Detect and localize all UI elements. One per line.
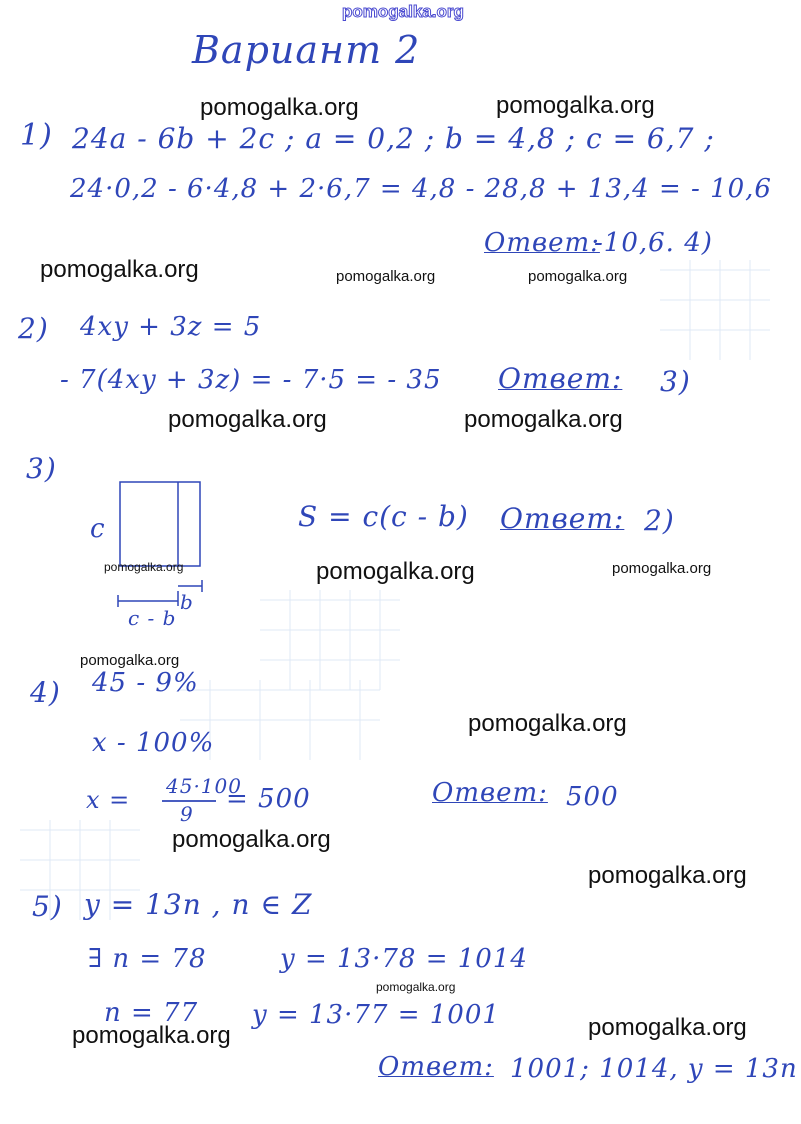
watermark: pomogalka.org [612, 560, 712, 577]
task4-line1: 45 - 9% [92, 668, 199, 698]
fraction-denominator: 9 [180, 802, 194, 826]
page-title: Вариант 2 [192, 28, 421, 72]
task5-answer-label: Ответ: [378, 1052, 494, 1082]
task4-number: 4) [30, 676, 61, 709]
task4-result: = 500 [226, 784, 311, 814]
task2-answer: 3) [660, 365, 691, 398]
task3-answer: 2) [644, 504, 675, 537]
task5-calc2: y = 13·77 = 1001 [252, 1000, 500, 1030]
task2-expression: 4xy + 3z = 5 [80, 312, 262, 342]
segment-b-label: b [180, 590, 194, 614]
task4-answer: 500 [566, 782, 619, 812]
watermark: pomogalka.org [72, 1022, 231, 1049]
task5-number: 5) [32, 890, 63, 923]
task1-calculation: 24·0,2 - 6·4,8 + 2·6,7 = 4,8 - 28,8 + 13,4 = - 10,6 [70, 174, 772, 204]
task4-line2: x - 100% [92, 728, 215, 758]
watermark: pomogalka.org [468, 710, 627, 737]
watermark: pomogalka.org [588, 862, 747, 889]
watermark: pomogalka.org [528, 268, 628, 285]
task5-calc1: y = 13·78 = 1014 [280, 944, 528, 974]
watermark: pomogalka.org [40, 256, 199, 283]
task5-line1: y = 13n , n ∈ Z [84, 888, 313, 921]
watermark: pomogalka.org [80, 652, 180, 669]
fraction-numerator: 45·100 [166, 774, 242, 798]
segment-c-minus-b-label: c - b [128, 606, 177, 630]
watermark: pomogalka.org [104, 560, 184, 574]
task1-expression: 24a - 6b + 2c ; a = 0,2 ; b = 4,8 ; c = 6,7 ; [72, 122, 715, 155]
task2-answer-label: Ответ: [498, 362, 623, 395]
task1-number: 1) [20, 118, 53, 153]
side-c-label: c [90, 514, 106, 544]
task4-answer-label: Ответ: [432, 778, 548, 808]
task1-answer: -10,6. 4) [594, 228, 713, 258]
task3-answer-label: Ответ: [500, 502, 625, 535]
task3-number: 3) [26, 452, 57, 485]
task5-answer: 1001; 1014, y = 13n [510, 1054, 798, 1084]
watermark: pomogalka.org [336, 268, 436, 285]
task2-number: 2) [18, 312, 49, 345]
watermark: pomogalka.org [200, 94, 359, 121]
watermark: pomogalka.org [376, 980, 456, 994]
watermark: pomogalka.org [588, 1014, 747, 1041]
rectangle-figure [110, 476, 220, 626]
task2-calculation: - 7(4xy + 3z) = - 7·5 = - 35 [60, 365, 442, 395]
watermark: pomogalka.org [464, 406, 623, 433]
watermark: pomogalka.org [172, 826, 331, 853]
task5-exists: ∃ n = 78 [88, 944, 207, 974]
task5-n77: n = 77 [104, 998, 199, 1028]
task3-formula: S = c(c - b) [298, 500, 469, 533]
watermark: pomogalka.org [496, 92, 655, 119]
watermark: pomogalka.org [316, 558, 475, 585]
watermark: pomogalka.org [168, 406, 327, 433]
watermark-top: pomogalka.org [342, 2, 464, 21]
task4-x-equals: x = [86, 786, 131, 814]
task1-answer-label: Ответ: [484, 228, 600, 258]
